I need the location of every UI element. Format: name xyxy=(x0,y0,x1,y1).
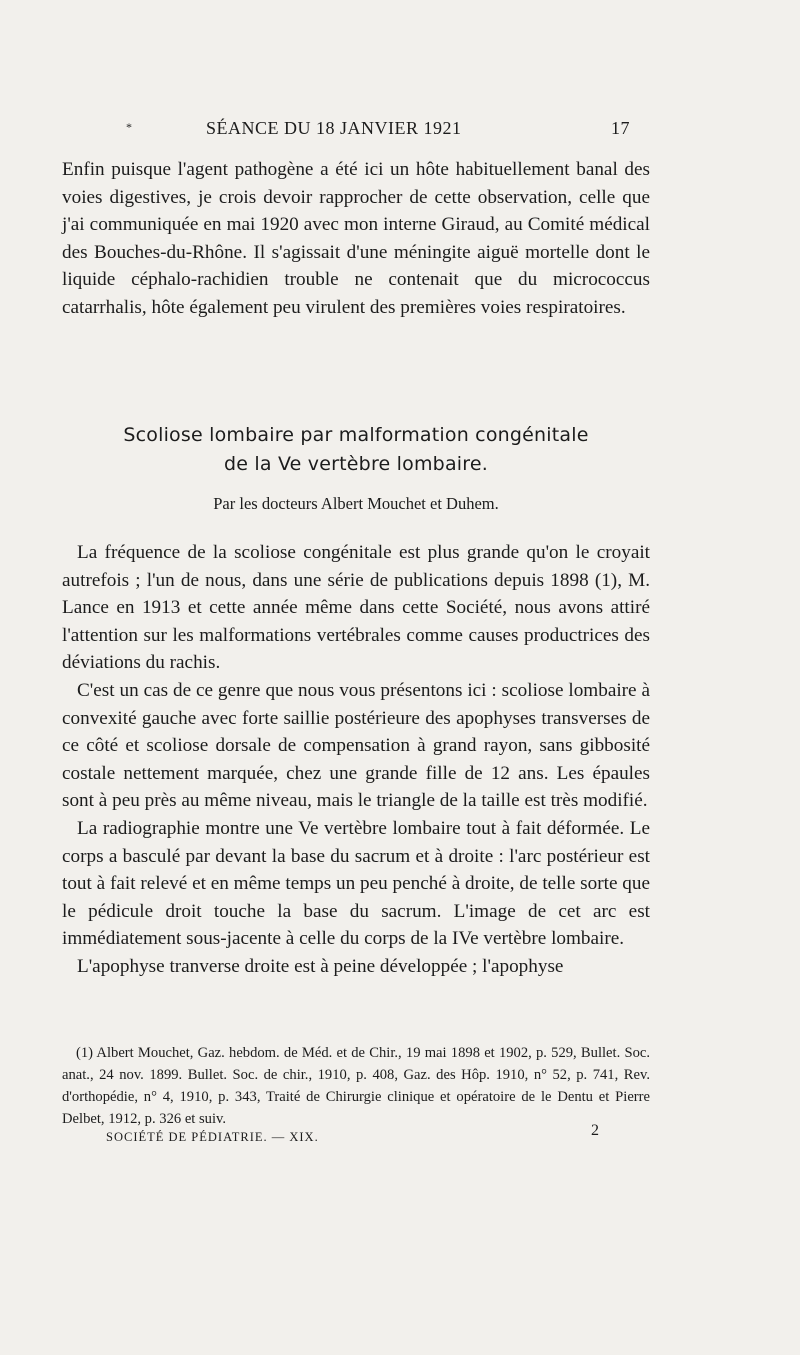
signature-number: 2 xyxy=(591,1122,600,1139)
body-paragraph-4: L'apophyse tranverse droite est à peine développée ; l'apophyse xyxy=(77,955,564,977)
article-byline: Par les docteurs Albert Mouchet et Duhem. xyxy=(213,494,499,513)
intro-paragraph: Enfin puisque l'agent pathogène a été ici un hôte habituellement banal des voies digestives, je crois devoir rapprocher de cette observation, celle que j'ai communiquée en mai 1920 avec mon interne Giraud, au Comité médical des Bouches-du-Rhône. Il s'agissait d'une méningite aiguë mortelle dont le liquide céphalo-rachidien trouble ne contenait que du micrococcus catarrhalis, hôte également peu virulent des premières voies respiratoires. xyxy=(62,159,650,318)
body-paragraph-3: La radiographie montre une Ve vertèbre lombaire tout à fait déformée. Le corps a basculé par devant la base du sacrum et à droite : l'arc postérieur est tout à fait relevé et en même temps un peu penché à droite, de telle sorte que le pédicule droit touche la base du sacrum. L'image de cet arc est immédiatement sous-jacente à celle du corps de la IVe vertèbre lombaire. xyxy=(62,817,650,950)
article-title-line-2: de la Ve vertèbre lombaire. xyxy=(224,453,488,475)
header-title: SÉANCE DU 18 JANVIER 1921 xyxy=(206,118,462,138)
header-mark: * xyxy=(126,120,133,134)
body-paragraph-1: La fréquence de la scoliose congénitale est plus grande qu'on le croyait autrefois ; l'un de nous, dans une série de publications depuis 1898 (1), M. Lance en 1913 et cette année même dans cette Société, nous avons attiré l'attention sur les malformations vertébrales comme causes productrices des déviations du rachis. xyxy=(62,542,650,674)
article-title-line-1: Scoliose lombaire par malformation congénitale xyxy=(123,424,589,446)
footnote xyxy=(62,1042,650,1130)
article-body xyxy=(62,539,650,981)
footer-signature: SOCIÉTÉ DE PÉDIATRIE. — XIX. xyxy=(106,1130,319,1144)
article-title xyxy=(62,421,650,479)
page-number: 17 xyxy=(611,118,630,138)
footnote-text: (1) Albert Mouchet, Gaz. hebdom. de Méd. et de Chir., 19 mai 1898 et 1902, p. 529, Bullet. Soc. anat., 24 nov. 1899. Bullet. Soc. de chir., 1910, p. 408, Gaz. des Hôp. 1910, n° 52, p. 741, Rev. d'orthopédie, n° 4, 1910, p. 343, Traité de Chirurgie clinique et opératoire de le Dentu et Pierre Delbet, 1912, p. 326 et suiv. xyxy=(62,1045,650,1127)
intro-section xyxy=(62,156,650,322)
body-paragraph-2: C'est un cas de ce genre que nous vous présentons ici : scoliose lombaire à convexité gauche avec forte saillie postérieure des apophyses transverses de ce côté et scoliose dorsale de compensation à grand rayon, sans gibbosité costale nettement marquée, chez une grande fille de 12 ans. Les épaules sont à peu près au même niveau, mais le triangle de la taille est très modifié. xyxy=(62,679,650,812)
